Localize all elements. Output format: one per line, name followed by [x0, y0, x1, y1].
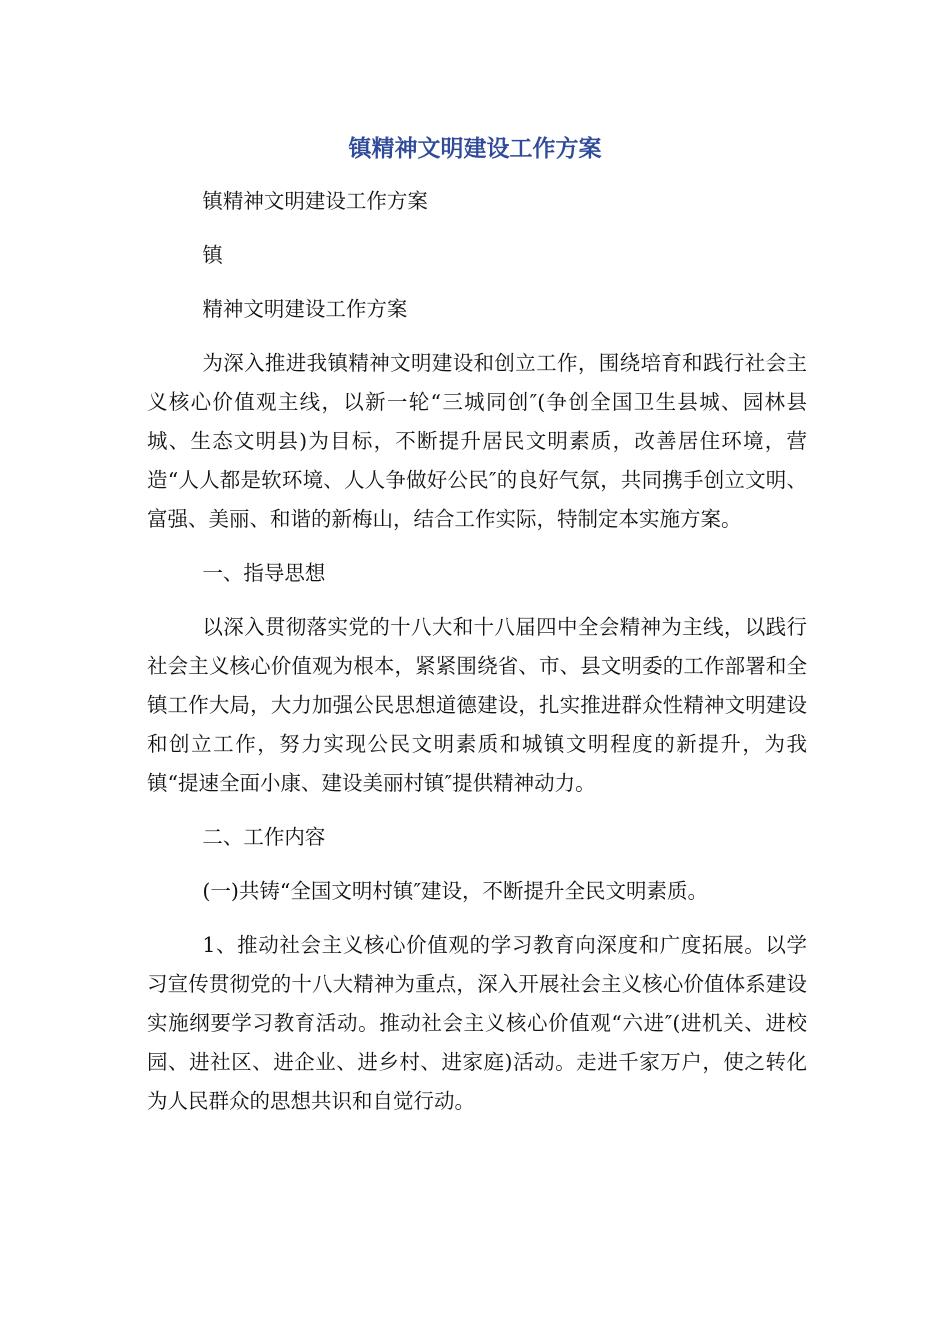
- paragraph-town: 镇: [202, 243, 223, 267]
- subheading-civilized-town: (一)共铸“全国文明村镇″建设，不断提升全民文明素质。: [202, 879, 708, 903]
- heading-work-content: 二、工作内容: [202, 825, 326, 849]
- document-title: 镇精神文明建设工作方案: [348, 136, 602, 162]
- paragraph-intro: 为深入推进我镇精神文明建设和创立工作，围绕培育和践行社会主义核心价值观主线，以新一轮“三城同创″(争创全国卫生县城、园林县城、生态文明县)为目标，不断提升居民文明素质，改善居住环境，营造“人人都是软环境、人人争做好公民″的良好气氛，共同携手创立文明、富强、美丽、和谐的新梅山，结合工作实际，特制定本实施方案。: [147, 351, 807, 531]
- document-body: [147, 182, 807, 1121]
- heading-guiding-thought: 一、指导思想: [202, 561, 326, 585]
- paragraph-subtitle: 镇精神文明建设工作方案: [202, 189, 428, 213]
- paragraph-item-1: 1、推动社会主义核心价值观的学习教育向深度和广度拓展。以学习宣传贯彻党的十八大精神为重点，深入开展社会主义核心价值体系建设实施纲要学习教育活动。推动社会主义核心价值观“六进″(进机关、进校园、进社区、进企业、进乡村、进家庭)活动。走进千家万户，使之转化为人民群众的思想共识和自觉行动。: [147, 933, 807, 1113]
- paragraph-guiding-thought: 以深入贯彻落实党的十八大和十八届四中全会精神为主线，以践行社会主义核心价值观为根本，紧紧围绕省、市、县文明委的工作部署和全镇工作大局，大力加强公民思想道德建设，扎实推进群众性精神文明建设和创立工作，努力实现公民文明素质和城镇文明程度的新提升，为我镇“提速全面小康、建设美丽村镇″提供精神动力。: [147, 615, 807, 795]
- paragraph-plan-name: 精神文明建设工作方案: [202, 297, 408, 321]
